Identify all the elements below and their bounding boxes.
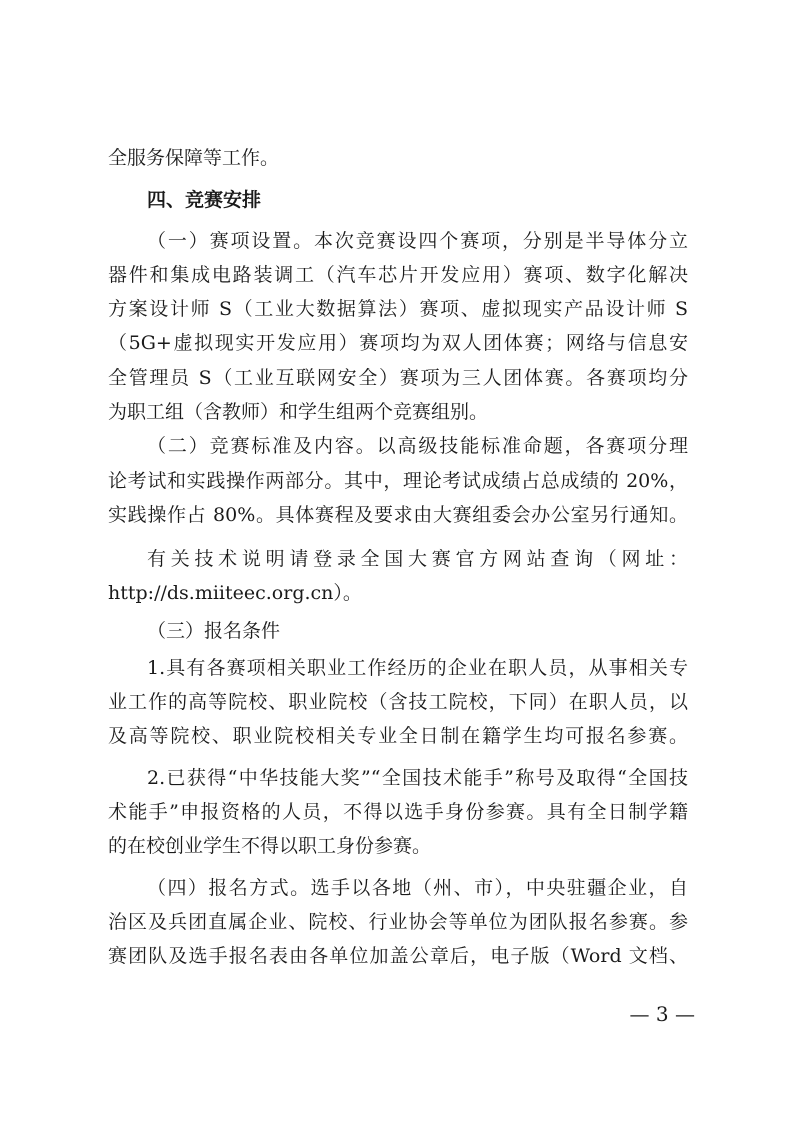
paragraph-line: （一）赛项设置。本次竞赛设四个赛项，分别是半导体分立 [147, 230, 688, 252]
paragraph-line: 1.具有各赛项相关职业工作经历的企业在职人员，从事相关专 [147, 657, 688, 679]
paragraph-line: 赛团队及选手报名表由各单位加盖公章后，电子版（Word 文档、 [108, 945, 688, 967]
paragraph-line: 方案设计师 S（工业大数据算法）赛项、虚拟现实产品设计师 S [108, 298, 688, 320]
paragraph-line: 的在校创业学生不得以职工身份参赛。 [108, 835, 432, 857]
paragraph-line: 论考试和实践操作两部分。其中，理论考试成绩占总成绩的 20%， [108, 470, 688, 492]
paragraph-line: http://ds.miiteec.org.cn）。 [108, 582, 362, 604]
paragraph-line: 器件和集成电路装调工（汽车芯片开发应用）赛项、数字化解决 [108, 264, 688, 286]
page-number: — 3 — [629, 1002, 695, 1026]
paragraph-line: 及高等院校、职业院校相关专业全日制在籍学生均可报名参赛。 [108, 725, 688, 747]
paragraph-line: （5G+虚拟现实开发应用）赛项均为双人团体赛；网络与信息安 [108, 332, 688, 354]
section-heading: 四、竞赛安排 [147, 189, 262, 211]
paragraph-line: 实践操作占 80%。具体赛程及要求由大赛组委会办公室另行通知。 [108, 504, 688, 526]
paragraph-line: 全服务保障等工作。 [108, 147, 280, 169]
paragraph-line: 治区及兵团直属企业、院校、行业协会等单位为团队报名参赛。参 [108, 911, 688, 933]
paragraph-line: （四）报名方式。选手以各地（州、市），中央驻疆企业，自 [147, 877, 688, 899]
subsection-heading: （三）报名条件 [147, 620, 281, 642]
paragraph-line: 术能手”申报资格的人员，不得以选手身份参赛。具有全日制学籍 [108, 801, 688, 823]
paragraph-line: 全管理员 S（工业互联网安全）赛项为三人团体赛。各赛项均分 [108, 367, 688, 389]
paragraph-line: 有关技术说明请登录全国大赛官方网站查询（网址： [147, 548, 688, 570]
paragraph-line: 2.已获得“中华技能大奖”“全国技术能手”称号及取得“全国技 [147, 767, 688, 789]
paragraph-line: （二）竞赛标准及内容。以高级技能标准命题，各赛项分理 [147, 435, 688, 457]
paragraph-line: 业工作的高等院校、职业院校（含技工院校，下同）在职人员，以 [108, 691, 688, 713]
paragraph-line: 为职工组（含教师）和学生组两个竞赛组别。 [108, 401, 489, 423]
